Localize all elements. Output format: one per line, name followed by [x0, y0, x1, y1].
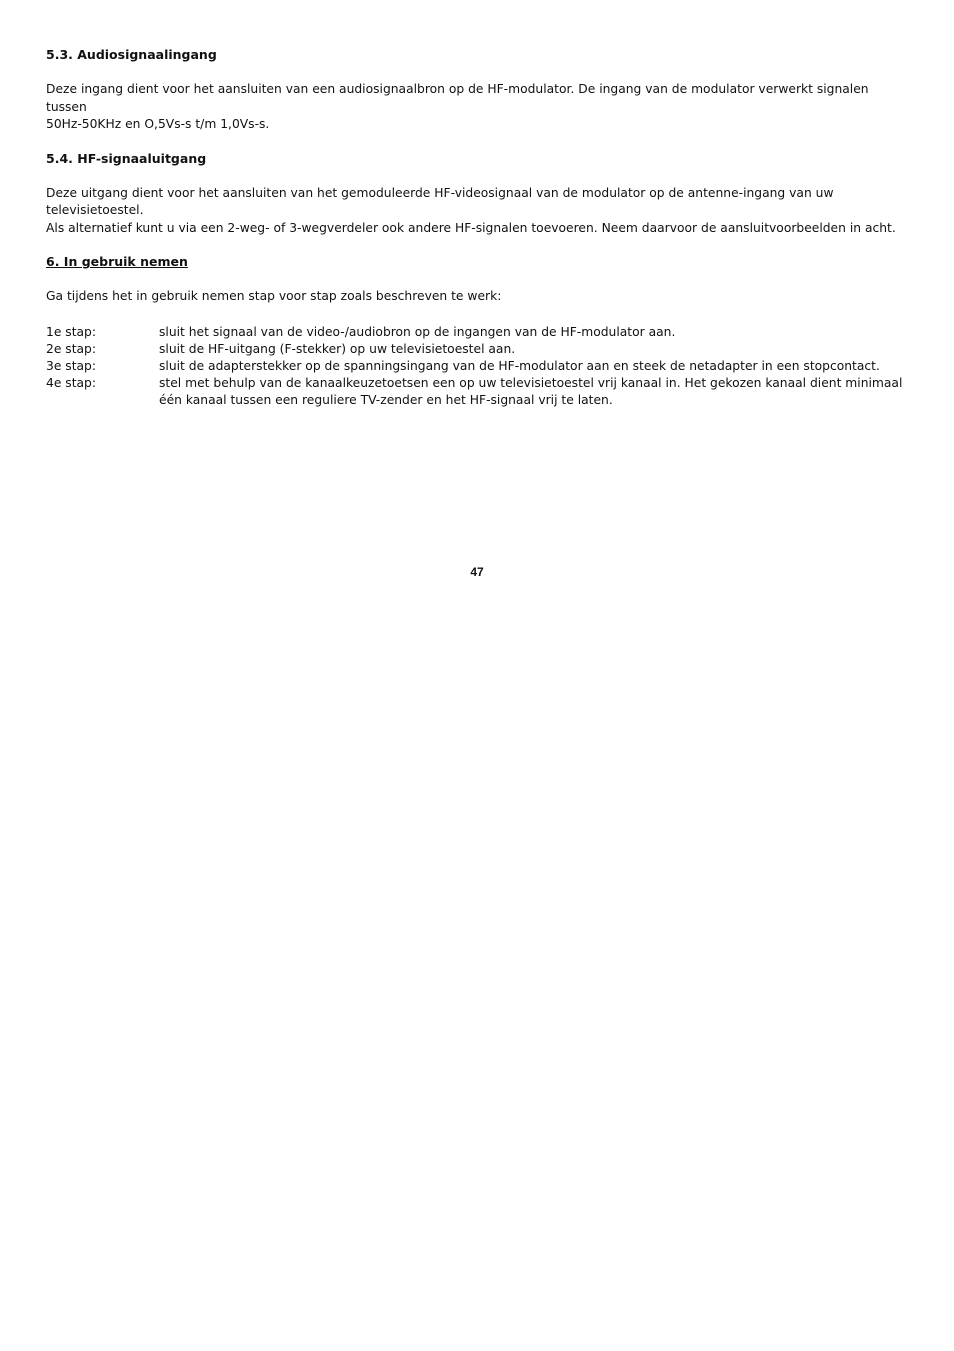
section-heading-in-gebruik-nemen: 6. In gebruik nemen [46, 254, 188, 269]
steps-list [46, 324, 912, 410]
paragraph-audiosignaalingang [46, 81, 912, 134]
document-page [46, 46, 912, 410]
page-number: 47 [470, 565, 484, 579]
paragraph-line: 50Hz-50KHz en O,5Vs-s t/m 1,0Vs-s. [46, 117, 270, 131]
section-heading-hf-signaaluitgang: 5.4. HF-signaaluitgang [46, 150, 207, 166]
step-text: stel met behulp van de kanaalkeuzetoetsen een op uw televisietoestel vrij kanaal in. Het gekozen kanaal dient minimaal één kanaal tussen een reguliere TV-zender en het HF-signaal vrij te laten. [159, 376, 903, 408]
paragraph-line: Deze uitgang dient voor het aansluiten van het gemoduleerde HF-videosignaal van de modulator op de antenne-ingang van uw televisietoestel. [46, 185, 834, 217]
list-item [46, 324, 912, 341]
spacer [46, 134, 912, 150]
step-label: 3e stap: [46, 358, 97, 373]
paragraph-line: Deze ingang dient voor het aansluiten van een audiosignaalbron op de HF-modulator. De ingang van de modulator verwerkt signalen tussen [46, 82, 869, 114]
spacer [46, 167, 912, 185]
list-item [46, 375, 912, 409]
spacer [46, 270, 912, 288]
spacer [46, 63, 912, 81]
step-text: sluit het signaal van de video-/audiobron op de ingangen van de HF-modulator aan. [159, 324, 676, 339]
step-label: 1e stap: [46, 324, 97, 339]
step-text: sluit de HF-uitgang (F-stekker) op uw televisietoestel aan. [159, 341, 516, 356]
step-label: 2e stap: [46, 341, 97, 356]
list-item [46, 341, 912, 358]
list-item [46, 358, 912, 375]
step-text: sluit de adapterstekker op de spanningsingang van de HF-modulator aan en steek de netadapter in een stopcontact. [159, 358, 880, 373]
spacer [46, 306, 912, 324]
step-label: 4e stap: [46, 376, 97, 391]
paragraph-line: Als alternatief kunt u via een 2-weg- of 3-wegverdeler ook andere HF-signalen toevoeren. Neem daarvoor de aansluitvoorbeelden in acht. [46, 220, 896, 235]
spacer [46, 237, 912, 253]
section-heading-audiosignaalingang: 5.3. Audiosignaalingang [46, 47, 217, 62]
paragraph-hf-signaaluitgang [46, 185, 912, 238]
paragraph-intro: Ga tijdens het in gebruik nemen stap voor stap zoals beschreven te werk: [46, 289, 502, 303]
